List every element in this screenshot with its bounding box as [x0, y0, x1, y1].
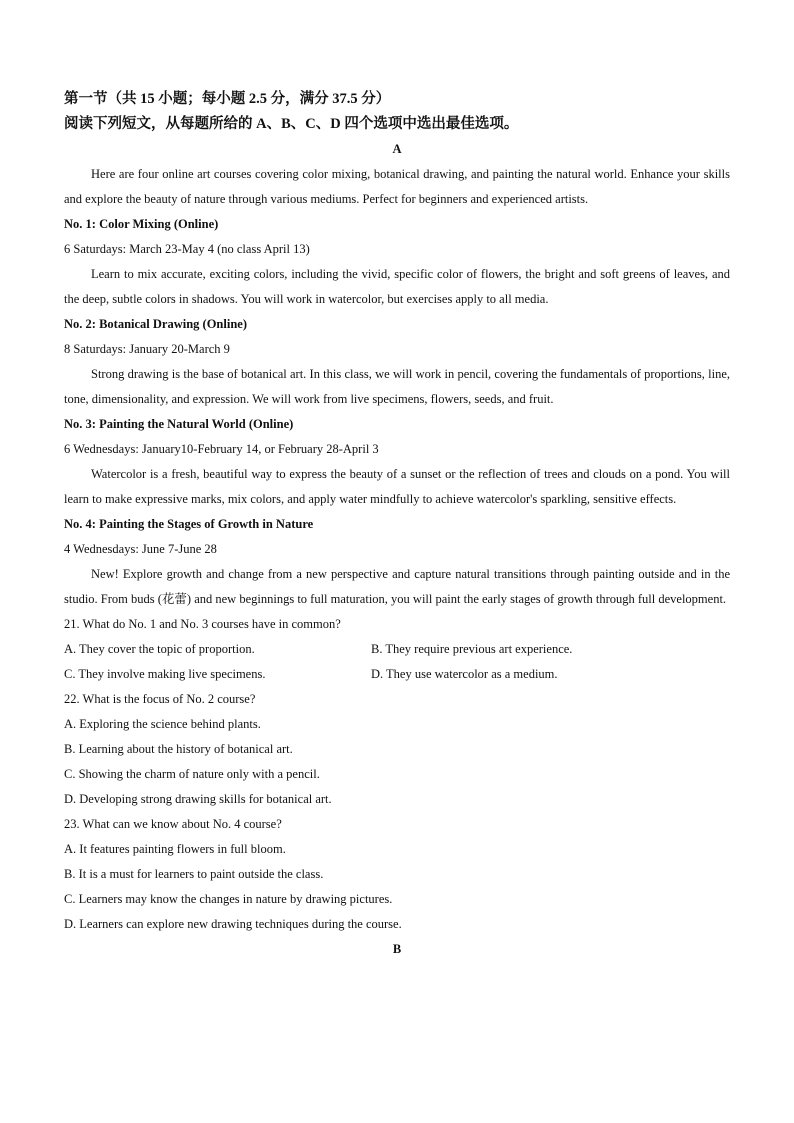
- exam-page: [64, 87, 730, 962]
- course-2-title: No. 2: Botanical Drawing (Online): [64, 317, 247, 331]
- question-21-options-row-1: [64, 637, 730, 662]
- question-22-option-b: B. Learning about the history of botanical art.: [64, 742, 293, 756]
- passage-a-label: A: [392, 142, 402, 156]
- question-21-stem: 21. What do No. 1 and No. 3 courses have in common?: [64, 617, 341, 631]
- course-1-description: Learn to mix accurate, exciting colors, including the vivid, specific color of flowers, the bright and soft greens of leaves, and the deep, subtle colors in shadows. You will work in watercolor, but exercises apply to all media.: [64, 267, 730, 306]
- question-22-option-d: D. Developing strong drawing skills for botanical art.: [64, 792, 332, 806]
- course-1-title: No. 1: Color Mixing (Online): [64, 217, 219, 231]
- question-21-options-row-2: [64, 662, 730, 687]
- course-2-schedule: 8 Saturdays: January 20-March 9: [64, 342, 230, 356]
- course-3-title: No. 3: Painting the Natural World (Online): [64, 417, 294, 431]
- question-22-option-a: A. Exploring the science behind plants.: [64, 717, 261, 731]
- course-2-description: Strong drawing is the base of botanical art. In this class, we will work in pencil, covering the fundamentals of proportions, line, tone, dimensionality, and expression. We will work from live specimens, flowers, seeds, and fruit.: [64, 367, 730, 406]
- course-4-schedule: 4 Wednesdays: June 7-June 28: [64, 542, 217, 556]
- passage-a-intro: Here are four online art courses covering color mixing, botanical drawing, and painting the natural world. Enhance your skills and explore the beauty of nature through various mediums. Perfect for beginners and experienced artists.: [64, 167, 730, 206]
- passage-b-label: B: [392, 942, 402, 956]
- course-4-description: New! Explore growth and change from a new perspective and capture natural transitions through painting outside and in the studio. From buds (花蕾) and new beginnings to full maturation, you will paint the early stages of growth through full development.: [64, 567, 730, 606]
- section-title: 第一节（共 15 小题；每小题 2.5 分，满分 37.5 分）: [64, 91, 391, 107]
- question-23-option-b: B. It is a must for learners to paint outside the class.: [64, 867, 324, 881]
- course-3-description: Watercolor is a fresh, beautiful way to express the beauty of a sunset or the reflection of trees and clouds on a pond. You will learn to make expressive marks, mix colors, and apply water mindfully to achieve watercolor's sparkling, sensitive effects.: [64, 467, 730, 506]
- question-22-stem: 22. What is the focus of No. 2 course?: [64, 692, 256, 706]
- question-21-option-c: C. They involve making live specimens.: [64, 667, 266, 681]
- question-23-option-d: D. Learners can explore new drawing techniques during the course.: [64, 917, 402, 931]
- question-21-option-a: A. They cover the topic of proportion.: [64, 642, 255, 656]
- question-22-option-c: C. Showing the charm of nature only with a pencil.: [64, 767, 320, 781]
- question-21-option-b: B. They require previous art experience.: [371, 642, 573, 656]
- course-3-schedule: 6 Wednesdays: January10-February 14, or February 28-April 3: [64, 442, 379, 456]
- question-23-option-a: A. It features painting flowers in full bloom.: [64, 842, 286, 856]
- course-1-schedule: 6 Saturdays: March 23-May 4 (no class April 13): [64, 242, 310, 256]
- question-21-option-d: D. They use watercolor as a medium.: [371, 667, 558, 681]
- question-23-stem: 23. What can we know about No. 4 course?: [64, 817, 282, 831]
- instruction: 阅读下列短文，从每题所给的 A、B、C、D 四个选项中选出最佳选项。: [64, 116, 519, 132]
- course-4-title: No. 4: Painting the Stages of Growth in Nature: [64, 517, 314, 531]
- question-23-option-c: C. Learners may know the changes in nature by drawing pictures.: [64, 892, 393, 906]
